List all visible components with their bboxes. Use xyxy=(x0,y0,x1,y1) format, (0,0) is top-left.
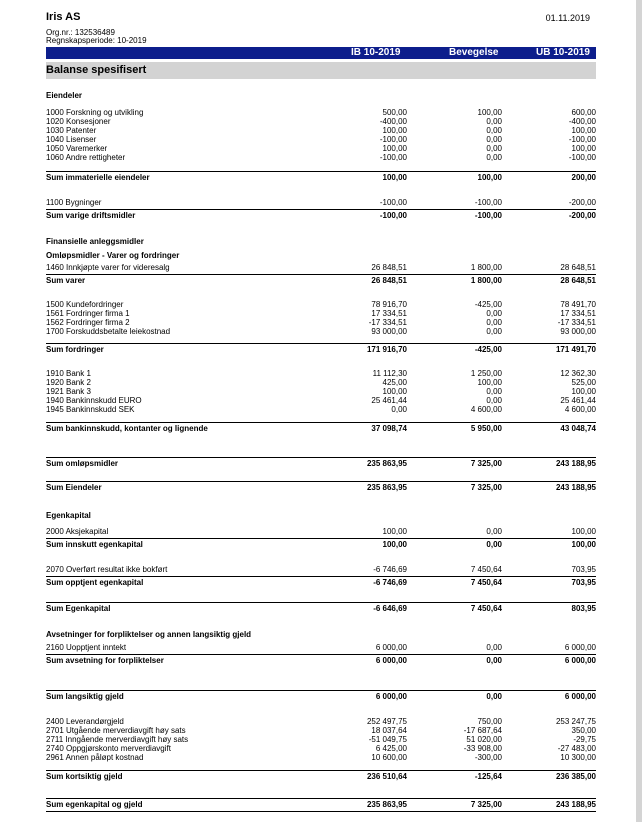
value-ib: 500,00 xyxy=(382,108,407,117)
value-ub: -100,00 xyxy=(568,135,596,144)
value-ub: 100,00 xyxy=(571,540,596,549)
sum-row xyxy=(46,173,596,182)
value-ib: 100,00 xyxy=(382,173,407,182)
value-ub: 243 188,95 xyxy=(555,459,596,468)
section-heading: Omløpsmidler - Varer og fordringer xyxy=(46,251,180,260)
page-edge-shadow xyxy=(636,0,642,822)
row-label: Sum kortsiktig gjeld xyxy=(46,772,123,781)
row-label: 2000 Aksjekapital xyxy=(46,527,109,536)
value-movement: 7 325,00 xyxy=(470,483,502,492)
value-ib: -6 646,69 xyxy=(373,604,407,613)
column-header-ib: IB 10-2019 xyxy=(351,47,401,58)
value-ub: 25 461,44 xyxy=(560,396,596,405)
company-name: Iris AS xyxy=(46,11,81,23)
value-ub: 100,00 xyxy=(571,387,596,396)
value-movement: -100,00 xyxy=(474,211,502,220)
value-ib: 10 600,00 xyxy=(371,753,407,762)
account-row xyxy=(46,527,596,536)
value-ub: 100,00 xyxy=(571,126,596,135)
row-label: Sum opptjent egenkapital xyxy=(46,578,144,587)
value-movement: 1 800,00 xyxy=(470,263,502,272)
value-ib: 25 461,44 xyxy=(371,396,407,405)
account-row xyxy=(46,565,596,574)
account-row xyxy=(46,643,596,652)
row-label: Sum varige driftsmidler xyxy=(46,211,136,220)
row-label: 2701 Utgående merverdiavgift høy sats xyxy=(46,726,186,735)
value-ib: -51 049,75 xyxy=(368,735,407,744)
account-row xyxy=(46,153,596,162)
value-ib: 236 510,64 xyxy=(366,772,407,781)
value-ib: 93 000,00 xyxy=(371,327,407,336)
value-ib: 37 098,74 xyxy=(371,424,407,433)
value-ib: 78 916,70 xyxy=(371,300,407,309)
value-ib: 6 000,00 xyxy=(375,692,407,701)
row-divider xyxy=(46,770,596,771)
value-ub: 200,00 xyxy=(571,173,596,182)
value-ib: 100,00 xyxy=(382,126,407,135)
sum-row xyxy=(46,424,596,433)
row-label: Sum langsiktig gjeld xyxy=(46,692,124,701)
value-movement: 4 600,00 xyxy=(470,405,502,414)
row-label: Sum Eiendeler xyxy=(46,483,102,492)
value-ub: 600,00 xyxy=(571,108,596,117)
value-ib: 6 425,00 xyxy=(375,744,407,753)
value-movement: 0,00 xyxy=(486,527,502,536)
value-ub: 703,95 xyxy=(571,565,596,574)
value-ub: 43 048,74 xyxy=(560,424,596,433)
row-label: Sum fordringer xyxy=(46,345,104,354)
report-title-bar xyxy=(46,62,596,79)
row-label: 1030 Patenter xyxy=(46,126,97,135)
account-row xyxy=(46,300,596,309)
account-row xyxy=(46,405,596,414)
value-ub: 100,00 xyxy=(571,527,596,536)
value-ub: 243 188,95 xyxy=(555,483,596,492)
value-ub: -29,75 xyxy=(573,735,596,744)
value-ub: 525,00 xyxy=(571,378,596,387)
value-movement: 0,00 xyxy=(486,144,502,153)
value-movement: -300,00 xyxy=(474,753,502,762)
row-label: 1945 Bankinnskudd SEK xyxy=(46,405,135,414)
account-row xyxy=(46,717,596,726)
account-row xyxy=(46,126,596,135)
value-movement: 0,00 xyxy=(486,309,502,318)
section-heading: Finansielle anleggsmidler xyxy=(46,237,144,246)
sum-row xyxy=(46,211,596,220)
value-ib: -100,00 xyxy=(379,153,407,162)
account-row xyxy=(46,108,596,117)
row-label: Sum egenkapital og gjeld xyxy=(46,800,143,809)
sum-row xyxy=(46,578,596,587)
value-ib: -6 746,69 xyxy=(373,578,407,587)
account-row xyxy=(46,135,596,144)
row-label: 1920 Bank 2 xyxy=(46,378,91,387)
value-movement: 0,00 xyxy=(486,692,502,701)
row-label: 1500 Kundefordringer xyxy=(46,300,124,309)
value-movement: 0,00 xyxy=(486,540,502,549)
row-label: 2711 Inngående merverdiavgift høy sats xyxy=(46,735,189,744)
account-row xyxy=(46,198,596,207)
value-ib: 0,00 xyxy=(391,405,407,414)
sum-row xyxy=(46,772,596,781)
row-label: Sum bankinnskudd, kontanter og lignende xyxy=(46,424,208,433)
value-movement: 7 450,64 xyxy=(470,578,502,587)
section-heading: Egenkapital xyxy=(46,511,91,520)
row-label: 2070 Overført resultat ikke bokført xyxy=(46,565,168,574)
value-movement: 7 325,00 xyxy=(470,800,502,809)
row-divider xyxy=(46,343,596,344)
row-divider xyxy=(46,457,596,458)
account-row xyxy=(46,263,596,272)
value-ib: 6 000,00 xyxy=(375,656,407,665)
value-ib: 100,00 xyxy=(382,387,407,396)
sum-row xyxy=(46,604,596,613)
account-row xyxy=(46,735,596,744)
row-label: Sum varer xyxy=(46,276,86,285)
value-ub: 10 300,00 xyxy=(560,753,596,762)
value-movement: 5 950,00 xyxy=(470,424,502,433)
row-label: 2400 Leverandørgjeld xyxy=(46,717,124,726)
row-divider xyxy=(46,274,596,275)
value-ub: 6 000,00 xyxy=(564,692,596,701)
value-ub: 803,95 xyxy=(571,604,596,613)
report-title: Balanse spesifisert xyxy=(46,64,147,76)
row-label: 1040 Lisenser xyxy=(46,135,97,144)
column-header-bar xyxy=(46,47,596,59)
value-ub: 6 000,00 xyxy=(564,656,596,665)
row-divider xyxy=(46,602,596,603)
row-label: 1000 Forskning og utvikling xyxy=(46,108,144,117)
row-label: 2160 Uopptjent inntekt xyxy=(46,643,127,652)
row-label: 1910 Bank 1 xyxy=(46,369,91,378)
sum-row xyxy=(46,483,596,492)
value-movement: 100,00 xyxy=(477,378,502,387)
account-row xyxy=(46,309,596,318)
value-ib: 11 112,30 xyxy=(372,369,407,378)
row-label: 1050 Varemerker xyxy=(46,144,108,153)
value-ub: 78 491,70 xyxy=(560,300,596,309)
row-label: 1561 Fordringer firma 1 xyxy=(46,309,130,318)
row-divider xyxy=(46,798,596,799)
value-ub: 28 648,51 xyxy=(560,276,596,285)
value-movement: 100,00 xyxy=(477,108,502,117)
value-ib: -400,00 xyxy=(379,117,407,126)
value-ib: 425,00 xyxy=(382,378,407,387)
value-ib: 235 863,95 xyxy=(366,483,407,492)
value-ib: 100,00 xyxy=(382,527,407,536)
row-label: 1020 Konsesjoner xyxy=(46,117,111,126)
value-ib: 26 848,51 xyxy=(371,263,407,272)
value-movement: 750,00 xyxy=(477,717,502,726)
value-ub: 350,00 xyxy=(571,726,596,735)
value-ub: -200,00 xyxy=(568,198,596,207)
value-ib: -100,00 xyxy=(379,211,407,220)
value-ub: 243 188,95 xyxy=(555,800,596,809)
account-row xyxy=(46,378,596,387)
value-ub: 28 648,51 xyxy=(560,263,596,272)
value-ib: 171 916,70 xyxy=(366,345,407,354)
value-ub: 253 247,75 xyxy=(555,717,596,726)
value-movement: 0,00 xyxy=(486,117,502,126)
row-label: Sum avsetning for forpliktelser xyxy=(46,656,164,665)
account-row xyxy=(46,726,596,735)
row-label: 1940 Bankinnskudd EURO xyxy=(46,396,142,405)
row-label: 1921 Bank 3 xyxy=(46,387,91,396)
sum-row xyxy=(46,800,596,809)
value-ub: 12 362,30 xyxy=(560,369,596,378)
org-number: Org.nr.: 132536489 xyxy=(46,28,115,37)
account-row xyxy=(46,753,596,762)
row-label: 1700 Forskuddsbetalte leiekostnad xyxy=(46,327,171,336)
value-ub: 17 334,51 xyxy=(560,309,596,318)
row-label: 1060 Andre rettigheter xyxy=(46,153,126,162)
value-movement: 0,00 xyxy=(486,135,502,144)
value-ub: -100,00 xyxy=(568,153,596,162)
row-divider xyxy=(46,811,596,812)
value-movement: 0,00 xyxy=(486,327,502,336)
row-label: 2961 Annen påløpt kostnad xyxy=(46,753,144,762)
section-heading: Eiendeler xyxy=(46,91,83,100)
account-row xyxy=(46,369,596,378)
value-ib: 252 497,75 xyxy=(366,717,407,726)
value-movement: 7 325,00 xyxy=(470,459,502,468)
value-ib: 6 000,00 xyxy=(375,643,407,652)
row-label: 1100 Bygninger xyxy=(46,198,102,207)
sum-row xyxy=(46,459,596,468)
value-ib: 100,00 xyxy=(382,144,407,153)
value-ub: -27 483,00 xyxy=(557,744,596,753)
value-ub: -200,00 xyxy=(568,211,596,220)
value-ib: 100,00 xyxy=(382,540,407,549)
value-movement: 1 800,00 xyxy=(470,276,502,285)
value-ib: 235 863,95 xyxy=(366,459,407,468)
value-movement: 0,00 xyxy=(486,153,502,162)
value-movement: -425,00 xyxy=(474,345,502,354)
value-movement: 100,00 xyxy=(477,173,502,182)
account-row xyxy=(46,318,596,327)
section-heading: Avsetninger for forpliktelser og annen langsiktig gjeld xyxy=(46,630,252,639)
row-label: 2740 Oppgjørskonto merverdiavgift xyxy=(46,744,171,753)
row-label: Sum innskutt egenkapital xyxy=(46,540,143,549)
value-movement: -17 687,64 xyxy=(463,726,502,735)
value-ib: 235 863,95 xyxy=(366,800,407,809)
value-movement: 0,00 xyxy=(486,126,502,135)
value-ib: 26 848,51 xyxy=(371,276,407,285)
sum-row xyxy=(46,656,596,665)
value-ub: 93 000,00 xyxy=(560,327,596,336)
value-ib: 17 334,51 xyxy=(371,309,407,318)
value-ib: -17 334,51 xyxy=(368,318,407,327)
row-label: Sum immaterielle eiendeler xyxy=(46,173,150,182)
value-movement: 51 020,00 xyxy=(466,735,502,744)
value-ib: -6 746,69 xyxy=(373,565,407,574)
value-movement: -125,64 xyxy=(474,772,502,781)
row-divider xyxy=(46,576,596,577)
account-row xyxy=(46,396,596,405)
row-label: 1460 Innkjøpte varer for videresalg xyxy=(46,263,170,272)
sum-row xyxy=(46,692,596,701)
row-divider xyxy=(46,654,596,655)
account-row xyxy=(46,744,596,753)
row-label: Sum omløpsmidler xyxy=(46,459,119,468)
column-header-ub: UB 10-2019 xyxy=(536,47,590,58)
account-row xyxy=(46,387,596,396)
row-divider xyxy=(46,171,596,172)
value-ub: 6 000,00 xyxy=(564,643,596,652)
row-divider xyxy=(46,209,596,210)
row-divider xyxy=(46,538,596,539)
value-movement: 0,00 xyxy=(486,318,502,327)
sum-row xyxy=(46,276,596,285)
account-row xyxy=(46,327,596,336)
sum-row xyxy=(46,540,596,549)
value-ub: -17 334,51 xyxy=(557,318,596,327)
value-movement: -100,00 xyxy=(474,198,502,207)
value-movement: 1 250,00 xyxy=(470,369,502,378)
value-movement: 7 450,64 xyxy=(470,565,502,574)
value-ub: 100,00 xyxy=(571,144,596,153)
report-date: 01.11.2019 xyxy=(545,13,590,23)
row-divider xyxy=(46,422,596,423)
value-movement: 0,00 xyxy=(486,396,502,405)
value-movement: 7 450,64 xyxy=(470,604,502,613)
value-movement: -425,00 xyxy=(474,300,502,309)
accounting-period: Regnskapsperiode: 10-2019 xyxy=(46,36,147,45)
value-ib: -100,00 xyxy=(379,198,407,207)
sum-row xyxy=(46,345,596,354)
value-ib: -100,00 xyxy=(379,135,407,144)
value-ub: -400,00 xyxy=(568,117,596,126)
column-header-movement: Bevegelse xyxy=(449,47,499,58)
row-label: Sum Egenkapital xyxy=(46,604,111,613)
account-row xyxy=(46,117,596,126)
row-label: 1562 Fordringer firma 2 xyxy=(46,318,130,327)
value-ub: 4 600,00 xyxy=(564,405,596,414)
row-divider xyxy=(46,690,596,691)
value-movement: 0,00 xyxy=(486,643,502,652)
value-movement: -33 908,00 xyxy=(463,744,502,753)
account-row xyxy=(46,144,596,153)
value-ib: 18 037,64 xyxy=(371,726,407,735)
value-movement: 0,00 xyxy=(486,656,502,665)
value-ub: 171 491,70 xyxy=(555,345,596,354)
row-divider xyxy=(46,481,596,482)
value-ub: 703,95 xyxy=(571,578,596,587)
value-movement: 0,00 xyxy=(486,387,502,396)
value-ub: 236 385,00 xyxy=(555,772,596,781)
